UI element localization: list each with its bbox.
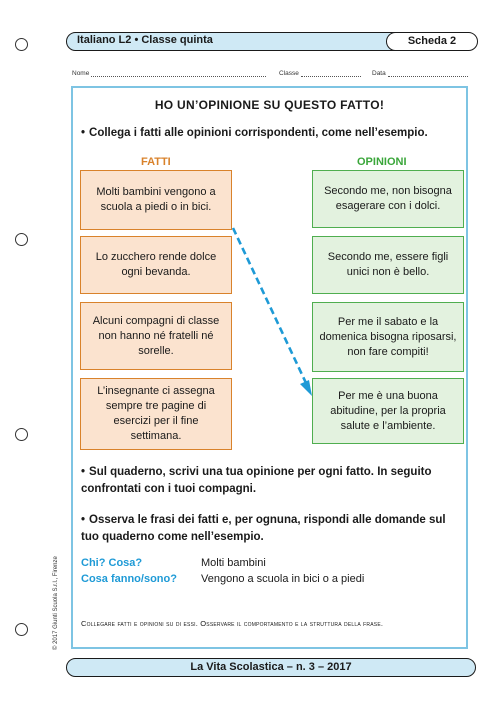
instruction-2-text: Sul quaderno, scrivi una tua opinione per ogni fatto. In seguito confrontati con i tuoi compagni. — [81, 466, 432, 495]
arrow-line — [233, 228, 306, 383]
date-field[interactable] — [372, 70, 468, 77]
footer-bar: La Vita Scolastica – n. 3 – 2017 — [66, 658, 476, 677]
exercise-frame — [71, 86, 468, 649]
binder-hole — [15, 623, 28, 636]
class-label: Classe — [279, 70, 299, 77]
arrowhead-icon — [300, 380, 312, 396]
example-value: Molti bambini — [201, 557, 266, 569]
example-row-2 — [81, 572, 364, 587]
name-label: Nome — [72, 70, 90, 77]
opinion-card-4[interactable]: Per me è una buona abitudine, per la propria salute e l’ambiente. — [312, 378, 464, 444]
opinion-card-3[interactable]: Per me il sabato e la domenica bisogna riposarsi, non fare compiti! — [312, 302, 464, 372]
main-title: HO UN’OPINIONE SU QUESTO FATTO! — [154, 98, 385, 112]
opinion-card-2[interactable]: Secondo me, essere figli unici non è bello. — [312, 236, 464, 294]
instruction-3-text: Osserva le frasi dei fatti e, per ognuna, rispondi alle domande sul tuo quaderno come nell’esempio. — [81, 514, 446, 543]
bullet-icon: • — [81, 514, 86, 526]
opinion-card-1[interactable]: Secondo me, non bisogna esagerare con i dolci. — [312, 170, 464, 228]
date-label: Data — [372, 70, 386, 77]
fact-card-1[interactable]: Molti bambini vengono a scuola a piedi o in bici. — [80, 170, 232, 230]
name-dots — [91, 71, 266, 77]
instruction-1-text: Collega i fatti alle opinioni corrispondenti, come nell’esempio. — [89, 127, 428, 139]
class-field[interactable] — [279, 70, 361, 77]
fact-card-3[interactable]: Alcuni compagni di classe non hanno né fratelli né sorelle. — [80, 302, 232, 370]
name-field[interactable] — [72, 70, 266, 77]
header-title: Italiano L2 • Classe quinta — [77, 34, 213, 46]
binder-hole — [15, 233, 28, 246]
date-dots — [388, 71, 468, 77]
example-label: Cosa fanno/sono? — [81, 573, 177, 585]
copyright: © 2017 Giunti Scuola S.r.l., Firenze — [53, 556, 59, 650]
example-label: Chi? Cosa? — [81, 557, 143, 569]
binder-hole — [15, 38, 28, 51]
scheda-label: Scheda 2 — [386, 32, 478, 51]
binder-hole — [15, 428, 28, 441]
fatti-heading: FATTI — [141, 156, 171, 168]
bullet-icon: • — [81, 466, 86, 478]
class-dots — [301, 71, 361, 77]
fact-card-4[interactable]: L’insegnante ci assegna sempre tre pagine di esercizi per il fine settimana. — [80, 378, 232, 450]
instruction-1 — [81, 125, 466, 142]
fact-card-2[interactable]: Lo zucchero rende dolce ogni bevanda. — [80, 236, 232, 294]
instruction-2 — [81, 464, 466, 498]
example-row-1 — [81, 556, 266, 571]
instruction-3 — [81, 512, 466, 546]
example-value: Vengono a scuola in bici o a piedi — [201, 573, 365, 585]
teacher-note: Collegare fatti e opinioni su di essi. Osservare il comportamento e la struttura della frase. — [81, 619, 384, 628]
bullet-icon: • — [81, 127, 86, 139]
opinioni-heading: OPINIONI — [357, 156, 407, 168]
